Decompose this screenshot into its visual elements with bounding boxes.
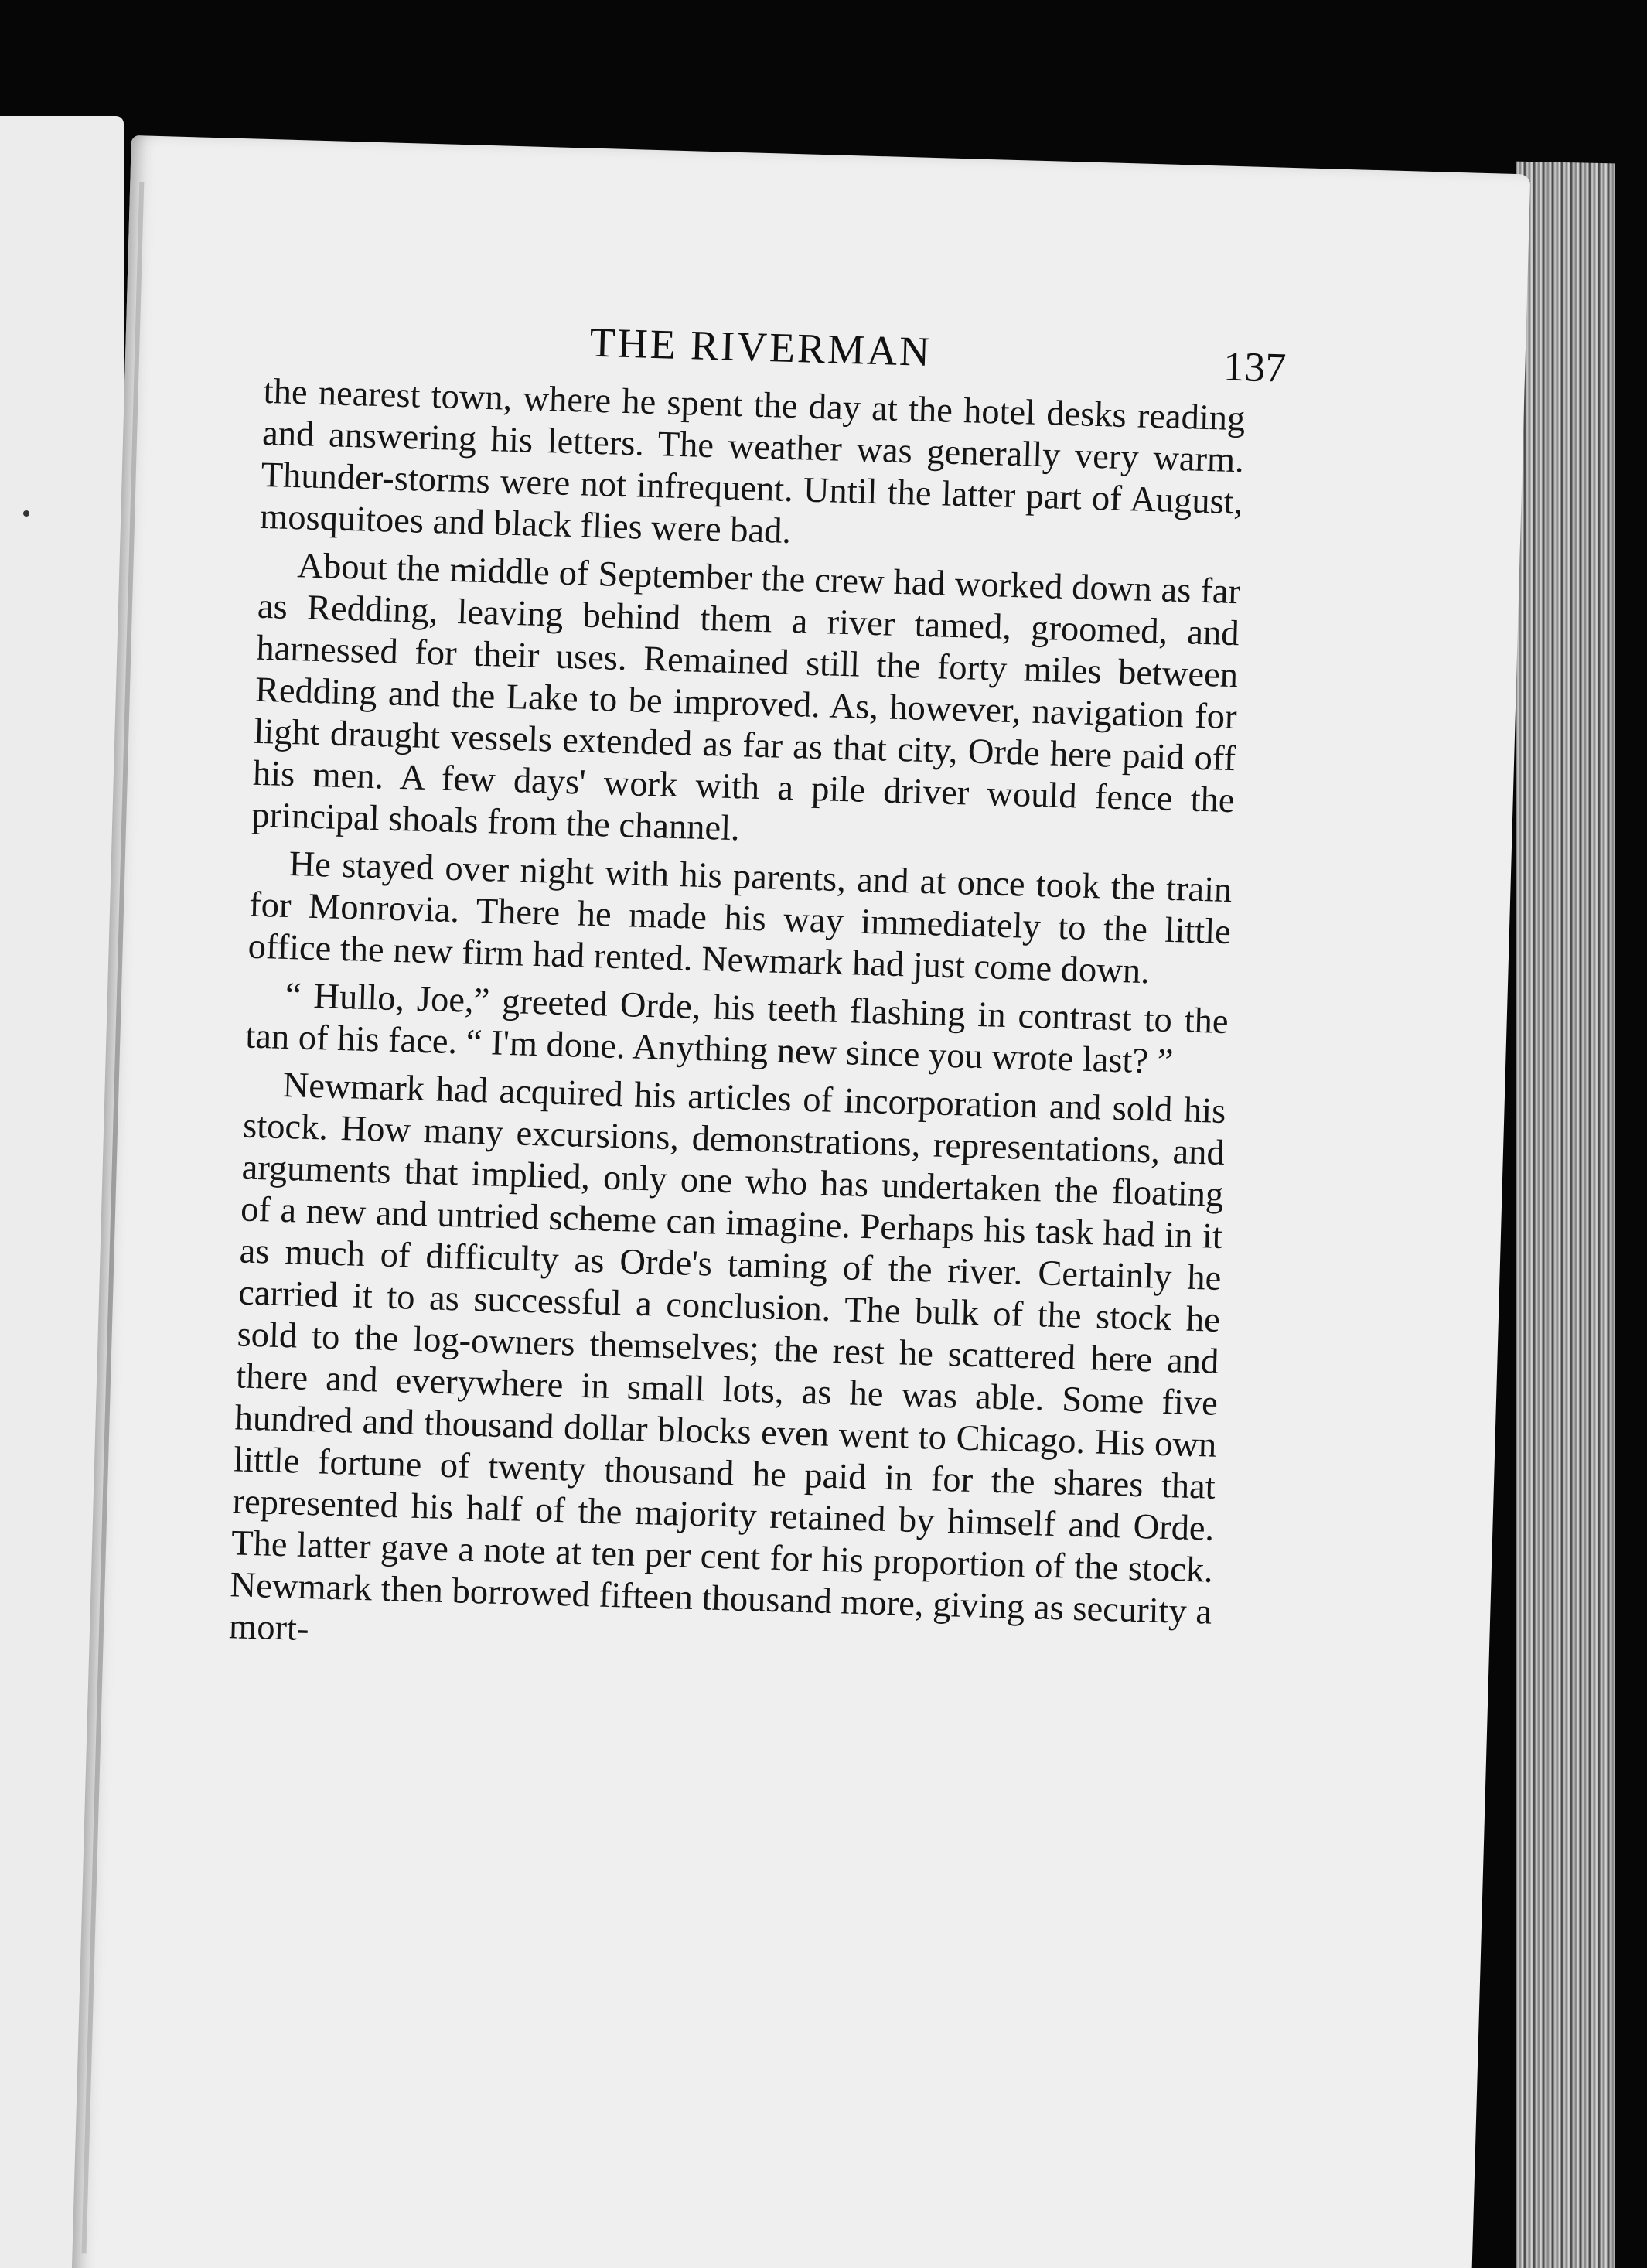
book-page <box>71 135 1530 2268</box>
page-block-edges <box>1516 162 1615 2268</box>
paragraph-3: He stayed over night with his parents, and at once took the train for Monrovia. There he made his way immediately to the little office the new firm had rented. Newmark had just come down. <box>247 844 1233 992</box>
page-number: 137 <box>1222 343 1287 391</box>
running-head: THE RIVERMAN <box>588 319 933 375</box>
paragraph-1: the nearest town, where he spent the day at the hotel desks reading and answering his letters. The weather was generally very warm. Thunder-storms were not infrequent. Until the latter part of August, mosquitoes and black flies were bad. <box>259 371 1246 552</box>
paragraph-2: About the middle of September the crew had worked down as far as Redding, leaving behind them a river tamed, groomed, and harnessed for their uses. Remained still the forty miles between Redding and the Lake to be improved. As, however, navigation for light draught vessels extended as far as that city, Orde here paid off his men. A few days' work with a pile driver would fence the principal shoals from the channel. <box>251 546 1241 849</box>
scan-speck <box>23 510 29 517</box>
paragraph-4: “ Hullo, Joe,” greeted Orde, his teeth flashing in contrast to the tan of his face. “ I'm done. Anything new since you wrote last? ” <box>244 976 1229 1083</box>
body-text <box>228 371 1246 1682</box>
paragraph-5: Newmark had acquired his articles of incorporation and sold his stock. How many excursions, demonstrations, representations, and arguments that implied, only one who has undertaken the floating of a new and untried scheme can imagine. Perhaps his task had in it as much of difficulty as Orde's taming of the river. Certainly he carried it to as successful a conclusion. The bulk of the stock he sold to the log-owners themselves; the rest he scattered here and there and everywhere in small lots, as he was able. Some five hundred and thousand dollar blocks even went to Chicago. His own little fortune of twenty thousand he paid in for the shares that represented his half of the majority retained by himself and Orde. The latter gave a note at ten per cent for his proportion of the stock. Newmark then borrowed fifteen thousand more, giving as security a mort- <box>228 1065 1227 1649</box>
